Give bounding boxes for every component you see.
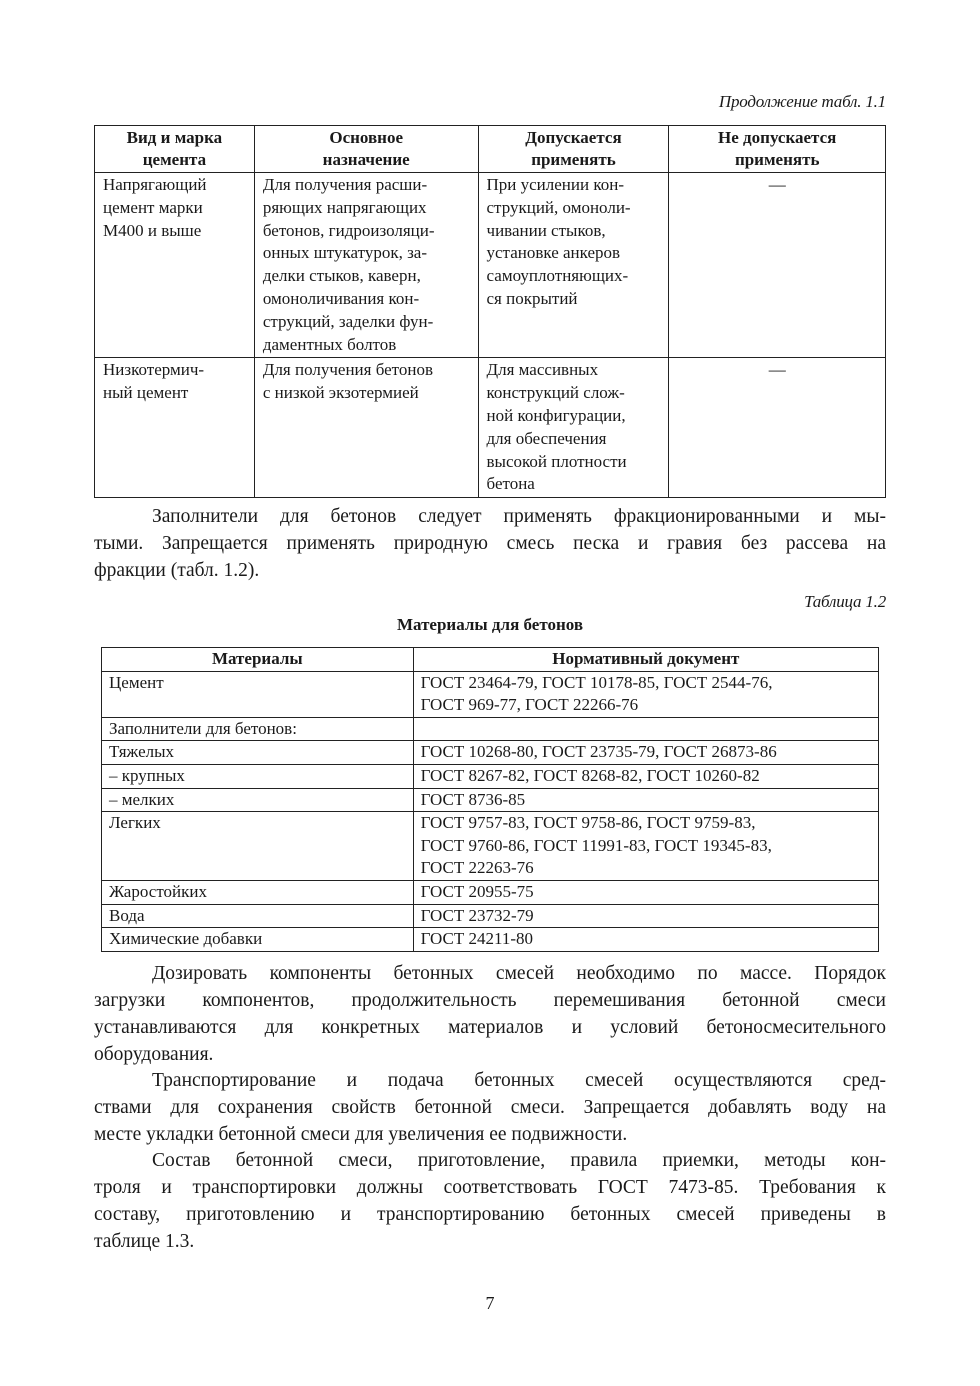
table-row [95,358,886,498]
table-row [102,741,879,765]
table-row [102,880,879,904]
table-row [102,764,879,788]
header-main-purpose: Основное назначение [254,126,478,173]
text-line: ствами для сохранения свойств бетонной смеси. Запрещается добавлять воду на [94,1097,886,1118]
text-line: Транспортирование и подача бетонных смесей осуществляются сред- [152,1070,886,1091]
text-line: устанавливаются для конкретных материалов и условий бетоносмесительного [94,1017,886,1038]
table-continuation-caption: Продолжение табл. 1.1 [718,92,886,111]
text-line: таблице 1.3. [94,1231,195,1252]
table-title: Материалы для бетонов [396,615,584,634]
table-row [102,812,879,881]
table-row [102,928,879,952]
cell-material: – крупных [102,764,414,788]
cell-allowed: Для массивных конструкций слож- ной конфигурации, для обеспечения высокой плотности бетона [478,358,669,498]
text-line: оборудования. [94,1044,214,1065]
cell-document: ГОСТ 8736-85 [413,788,878,812]
cell-material: Заполнители для бетонов: [102,717,414,741]
cell-allowed: При усилении кон- струкций, омоноли- чивании стыков, установке анкеров самоуплотняющих- ся покрытий [478,173,669,358]
cell-document: ГОСТ 10268-80, ГОСТ 23735-79, ГОСТ 26873-86 [413,741,878,765]
cell-document: ГОСТ 24211-80 [413,928,878,952]
paragraph-composition [94,1147,886,1255]
paragraph-aggregates [94,503,886,584]
cell-not-allowed: — [669,358,886,498]
cell-material: Жаростойких [102,880,414,904]
cell-material: Вода [102,904,414,928]
cell-document: ГОСТ 23732-79 [413,904,878,928]
header-normative-document: Нормативный документ [413,648,878,672]
table-row [102,671,879,717]
cell-purpose: Для получения бетонов с низкой экзотермией [254,358,478,498]
table-header-row [102,648,879,672]
header-not-allowed: Не допускается применять [669,126,886,173]
text-line: Состав бетонной смеси, приготовление, правила приемки, методы кон- [152,1150,886,1171]
cell-material: – мелких [102,788,414,812]
cell-document [413,717,878,741]
cell-material: Химические добавки [102,928,414,952]
table-number-caption: Таблица 1.2 [804,592,886,611]
text-line: фракции (табл. 1.2). [94,560,260,581]
cell-document: ГОСТ 8267-82, ГОСТ 8268-82, ГОСТ 10260-82 [413,764,878,788]
table-row [95,173,886,358]
cement-types-table [94,125,886,498]
header-materials: Материалы [102,648,414,672]
materials-table [101,647,879,952]
page-number: 7 [485,1293,495,1313]
text-line: загрузки компонентов, продолжительность перемешивания бетонной смеси [94,990,886,1011]
header-allowed: Допускается применять [478,126,669,173]
paragraph-dosing [94,960,886,1068]
table-row [102,904,879,928]
cell-material: Легких [102,812,414,881]
cell-document: ГОСТ 23464-79, ГОСТ 10178-85, ГОСТ 2544-76, ГОСТ 969-77, ГОСТ 22266-76 [413,671,878,717]
text-line: составу, приготовлению и транспортированию бетонных смесей приведены в [94,1204,886,1225]
cell-document: ГОСТ 9757-83, ГОСТ 9758-86, ГОСТ 9759-83, ГОСТ 9760-86, ГОСТ 11991-83, ГОСТ 19345-83, ГОСТ 22263-76 [413,812,878,881]
text-line: тыми. Запрещается применять природную смесь песка и гравия без рассева на [94,533,886,554]
cell-not-allowed: — [669,173,886,358]
cell-document: ГОСТ 20955-75 [413,880,878,904]
cell-purpose: Для получения расши- ряющих напрягающих бетонов, гидроизоляци- онных штукатурок, за- делки стыков, каверн, омоноличивания кон- струкций, заделки фун- даментных болтов [254,173,478,358]
text-line: Дозировать компоненты бетонных смесей необходимо по массе. Порядок [152,963,886,984]
table-row [102,717,879,741]
text-line: месте укладки бетонной смеси для увеличения ее подвижности. [94,1124,628,1145]
table-header-row [95,126,886,173]
cell-material: Тяжелых [102,741,414,765]
text-line: троля и транспортировки должны соответствовать ГОСТ 7473-85. Требования к [94,1177,886,1198]
cell-material: Цемент [102,671,414,717]
text-line: Заполнители для бетонов следует применять фракционированными и мы- [152,506,886,527]
cell-cement-type: Напрягающий цемент марки М400 и выше [95,173,255,358]
cell-cement-type: Низкотермич- ный цемент [95,358,255,498]
table-row [102,788,879,812]
header-cement-type: Вид и марка цемента [95,126,255,173]
paragraph-transport [94,1067,886,1148]
